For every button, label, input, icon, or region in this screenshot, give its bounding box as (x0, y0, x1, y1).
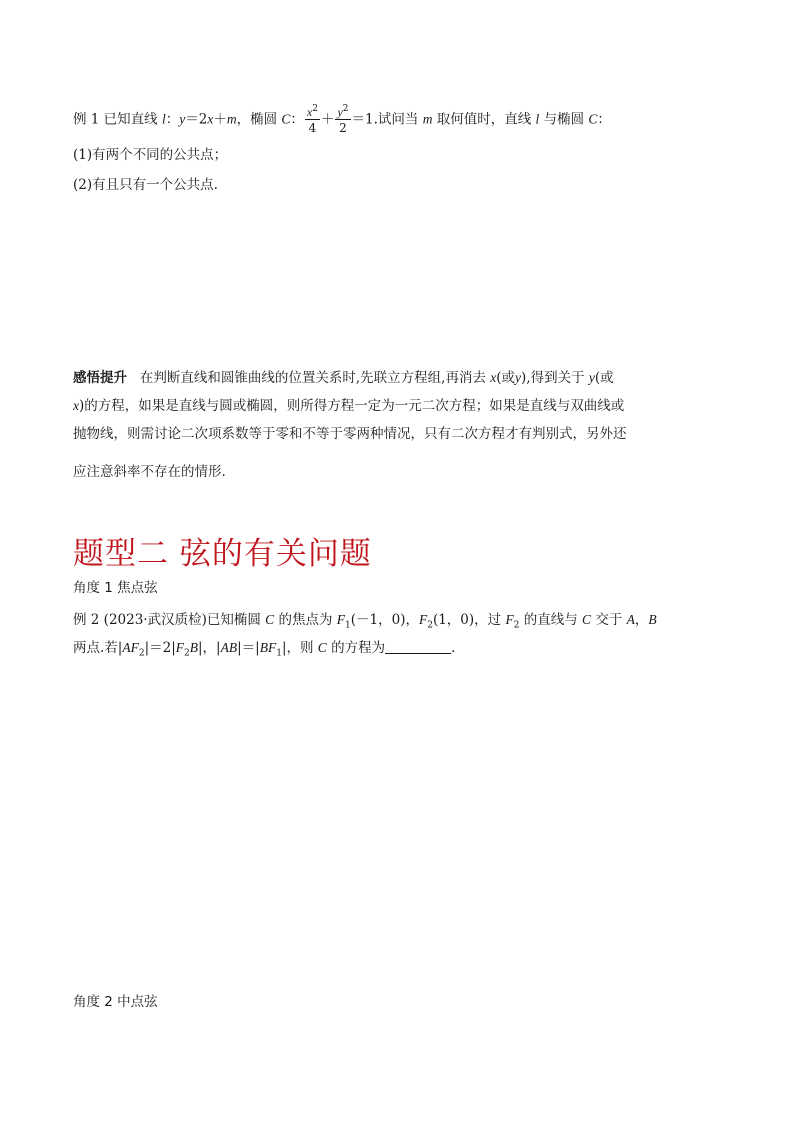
insight-line2: x)的方程，如果是直线与圆或椭圆，则所得方程一定为一元二次方程；如果是直线与双曲线或 (73, 398, 625, 414)
example1-item2: (2)有且只有一个公共点. (73, 177, 218, 193)
example1-item1: (1)有两个不同的公共点； (73, 147, 228, 163)
insight-line3: 抛物线，则需讨论二次项系数等于零和不等于零两种情况，只有二次方程才有判别式，另外还 (73, 426, 627, 442)
section-title: 题型二 弦的有关问题 (73, 536, 372, 572)
example2-line1: 例 2 (2023·武汉质检)已知椭圆 C 的焦点为 $F_1(-1$，0)，$F_2(1$，0)，过 $F_2$ 的直线与 C 交于 A，B (73, 612, 657, 631)
fraction-y2-over-2: $\frac{y^2}{2}$ (337, 104, 349, 135)
fraction-x2-over-4: $\frac{x^2}{4}$ (306, 104, 318, 135)
angle2-subheading: 角度 2 中点弦 (73, 994, 158, 1010)
angle1-subheading: 角度 1 焦点弦 (73, 580, 158, 596)
example2-line2: 两点.若$|AF_2|=2|F_2B|$，$|AB|=|BF_1|$，则 C 的方程为 . (73, 640, 456, 659)
insight-label: 感悟提升 (73, 370, 127, 386)
insight-line4: 应注意斜率不存在的情形. (73, 464, 226, 480)
insight-line1: 感悟提升 在判断直线和圆锥曲线的位置关系时,先联立方程组,再消去 x(或y),得到关于 y(或 (73, 370, 614, 386)
example1-statement: 例 1 已知直线 l：y＝2x＋m，椭圆 C： $\frac{x^2}{4}$ ＋ $\frac{y^2}{2}$ ＝1.试问当 m 取何值时，直线 l 与椭圆 C： (73, 104, 611, 135)
answer-blank[interactable] (385, 639, 451, 654)
